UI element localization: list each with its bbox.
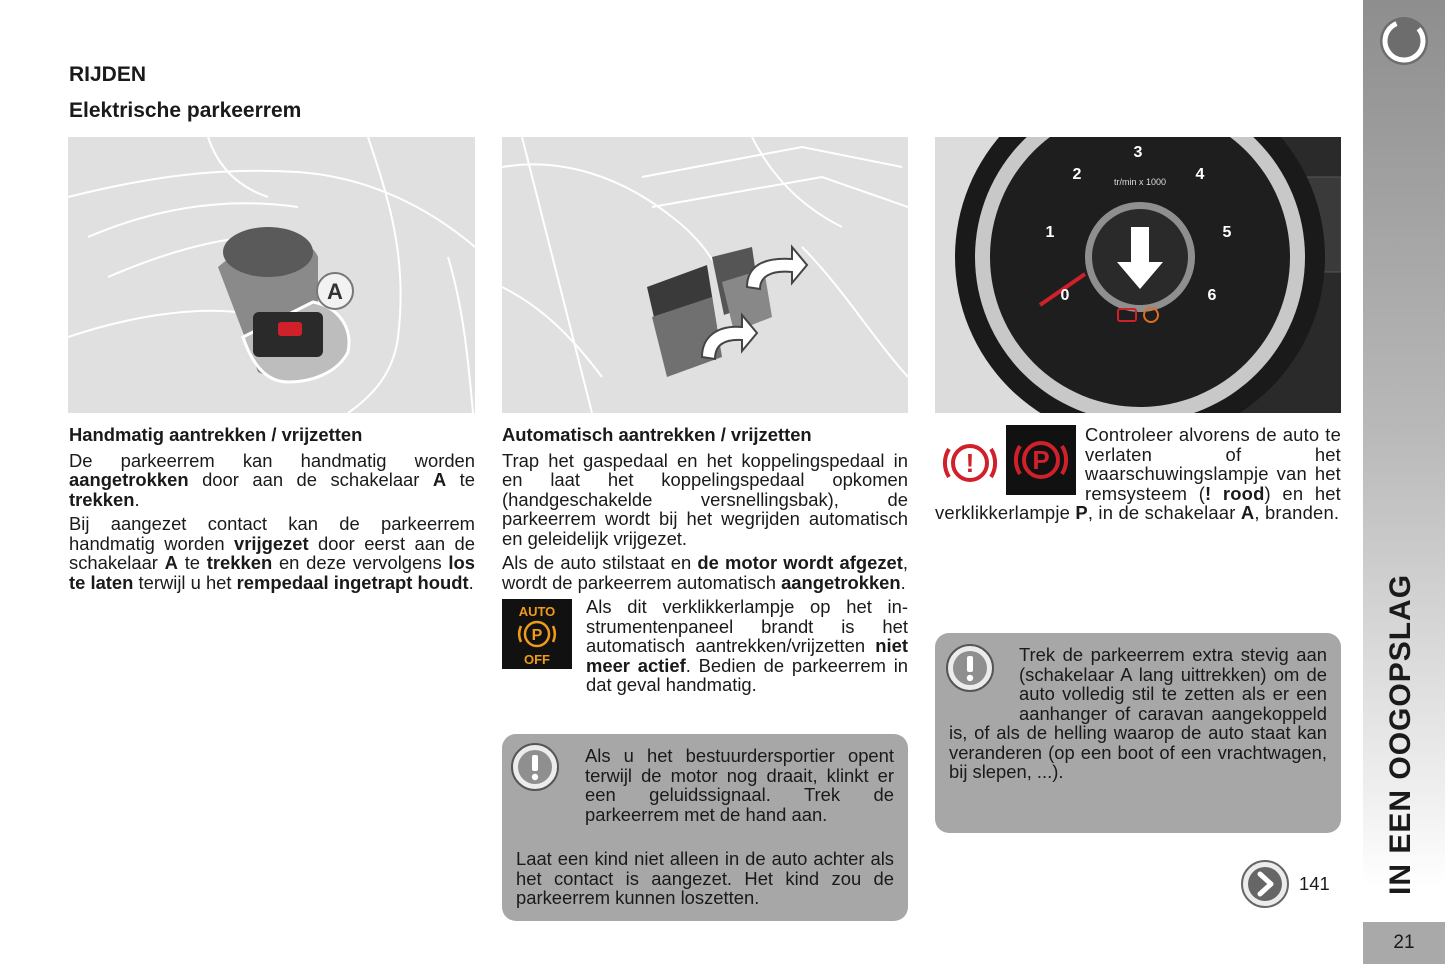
svg-text:!: ! (965, 448, 975, 478)
chapter-title: IN EEN OOGOPSLAG (1384, 573, 1417, 895)
gauge-tick: 3 (1133, 144, 1143, 161)
automatic-paragraph-2: Als de auto stilstaat en de motor wordt afgezet, wordt de parkeerrem automatisch aangetrokken. (502, 552, 908, 593)
page-title: Elektrische parkeerrem (69, 99, 302, 122)
instrument-cluster-illustration (935, 137, 1341, 413)
manual-paragraph-1: De parkeerrem kan handmatig worden aangetrokken door aan de schakelaar A te trekken. (69, 449, 475, 510)
page-reference-number[interactable]: 141 (1299, 873, 1330, 894)
door-warning-text: Als u het bestuurdersportier opent terwijl de motor nog draait, klinkt er een geluidssignaal. Trek de parkeerrem met de hand aan. (585, 745, 894, 825)
auto-off-icon (502, 599, 572, 669)
switch-illustration (68, 137, 475, 413)
automatic-heading: Automatisch aantrekken / vrijzetten (502, 424, 812, 445)
svg-text:P: P (531, 627, 543, 644)
gauge-tick: 0 (1060, 287, 1070, 304)
gauge-tick: 2 (1072, 166, 1082, 183)
warning-icon (510, 742, 560, 792)
auto-off-paragraph: Als dit verklikkerlampje op het instrumentenpaneel brandt is het automatisch aantrekken/vrijzetten niet meer actief. Bedien de parkeerrem in dat geval handmatig. (586, 596, 909, 695)
child-warning-text: Laat een kind niet alleen in de auto achter als het contact is aangezet. Het kind zou de parkeerrem kunnen loszetten. (516, 848, 894, 908)
door-warning-note (502, 734, 908, 921)
svg-text:AUTO: AUTO (518, 604, 556, 619)
pedals-illustration (502, 137, 908, 413)
gauge-title: tr/min x 1000 (1113, 177, 1167, 187)
page-number: 21 (1363, 922, 1445, 964)
gauge-tick: 6 (1207, 287, 1217, 304)
manual-heading: Handmatig aantrekken / vrijzetten (69, 424, 363, 445)
check-paragraph: Controleer alvorens de auto te verlaten of het waarschuwingslampje van het remsysteem (! rood) en het verklikkerlampje P, in de schakelaar A, branden. (935, 424, 1341, 523)
svg-text:OFF: OFF (524, 652, 550, 667)
gauge-tick: 5 (1222, 224, 1232, 241)
trailer-warning-text: Trek de parkeerrem extra stevig aan (schakelaar A lang uittrekken) om de auto volledig stil te zetten als er een aanhanger of caravan aangekoppeld is, of als de helling waarop de auto staat kan veranderen (op een boot of een vrachtwagen, bij slepen, ...). (949, 644, 1327, 782)
gauge-tick: 1 (1045, 224, 1055, 241)
automatic-section (502, 425, 908, 700)
auto-off-block (502, 597, 908, 695)
manual-section (69, 425, 475, 597)
switch-label-a: A (327, 279, 343, 304)
section-heading: RIJDEN (69, 63, 147, 86)
automatic-paragraph-1: Trap het gaspedaal en het koppelingspedaal in en laat het koppelingspedaal opkomen (handgeschakelde versnellingsbak), de parkeerrem wordt bij het wegrijden automatisch en geleidelijk vrijgezet. (502, 449, 908, 549)
gauge-tick: 4 (1195, 166, 1205, 183)
trailer-warning-note (935, 633, 1341, 833)
check-section (935, 425, 1341, 528)
svg-text:P: P (1032, 445, 1050, 475)
manual-paragraph-2: Bij aangezet contact kan de parkeerrem handmatig worden vrijgezet door eerst aan de schakelaar A te trekken en deze vervolgens los te laten terwijl u het rempedaal ingetrapt houdt. (69, 513, 475, 593)
page-reference-arrow-icon[interactable] (1240, 859, 1290, 909)
chapter-ring-icon (1378, 15, 1430, 67)
